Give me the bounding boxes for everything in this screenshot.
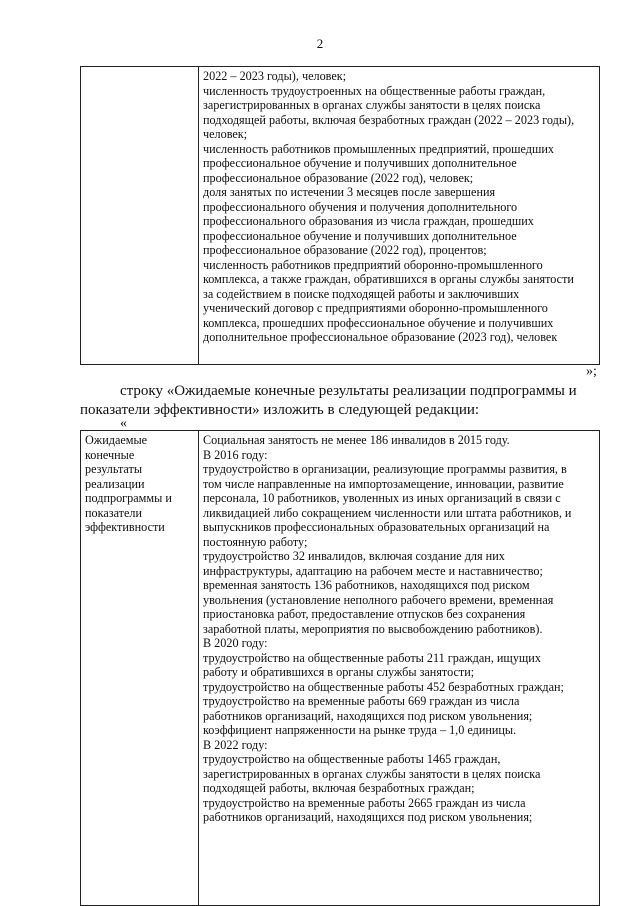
paragraph-line: строку «Ожидаемые конечные результаты реализации подпрограммы и xyxy=(120,383,577,399)
results-table-right-cell xyxy=(199,431,600,906)
text-line: персонала, 10 работников, уволенных из иных организаций в связи с xyxy=(203,491,561,505)
text-line: временная занятость 136 работников, находящихся под риском xyxy=(203,578,530,592)
text-line: профессиональное образование (2022 год), человек; xyxy=(203,170,474,185)
text-line: В 2016 году: xyxy=(203,447,268,462)
text-line: трудоустройство на общественные работы 1465 граждан, xyxy=(203,752,501,766)
closing-quote: »; xyxy=(586,364,597,379)
text-line: зарегистрированных в органах службы занятости в целях поиска xyxy=(203,766,541,781)
text-line: трудоустройство 32 инвалидов, включая создание для них xyxy=(203,549,505,563)
text-line: профессиональное обучение и получивших дополнительное xyxy=(203,228,517,243)
text-line: за содействием в поиске подходящей работы и заключивших xyxy=(203,286,520,301)
text-line: ликвидацией либо сокращением численности или штата работников, и xyxy=(203,505,572,520)
text-line: работу и обратившихся в органы службы занятости; xyxy=(203,665,475,679)
text-line: В 2022 году: xyxy=(203,737,268,752)
table-row xyxy=(81,67,600,365)
text-line: Социальная занятость не менее 186 инвалидов в 2015 году. xyxy=(203,433,510,447)
text-line: трудоустройство на временные работы 2665 граждан из числа xyxy=(203,795,526,810)
text-line: численность работников промышленных предприятий, прошедших xyxy=(203,141,554,156)
text-line: увольнения (установление неполного рабочего времени, временная xyxy=(203,592,554,607)
text-line: дополнительное профессиональное образование (2023 год), человек xyxy=(203,330,558,344)
text-line: человек; xyxy=(203,127,248,141)
row-heading-line: эффективности xyxy=(85,520,165,534)
text-line: заработной платы, мероприятия по высвобождению работников). xyxy=(203,621,543,636)
top-table-right-cell xyxy=(199,67,600,365)
text-line: зарегистрированных в органах службы занятости в целях поиска xyxy=(203,98,541,112)
text-line: численность работников предприятий оборонно-промышленного xyxy=(203,257,543,272)
amendment-paragraph xyxy=(80,382,600,420)
text-line: приостановка работ, предоставление отпусков без сохранения xyxy=(203,607,526,621)
text-line: доля занятых по истечении 3 месяцев после завершения xyxy=(203,185,496,199)
row-heading-line: Ожидаемые xyxy=(85,433,148,447)
text-line: постоянную работу; xyxy=(203,534,308,549)
text-line: трудоустройство на общественные работы 452 безработных граждан; xyxy=(203,679,564,694)
top-table-left-cell xyxy=(81,67,199,365)
row-heading-line: реализации xyxy=(85,476,145,491)
text-line: работников организаций, находящихся под риском увольнения; xyxy=(203,708,533,723)
text-line: 2022 – 2023 годы), человек; xyxy=(203,69,347,83)
text-line: профессионального обучения и получения дополнительного xyxy=(203,199,518,214)
text-line: профессиональное обучение и получивших дополнительное xyxy=(203,156,517,170)
row-heading-line: результаты xyxy=(85,462,143,476)
text-line: профессионального образования из числа граждан, прошедших xyxy=(203,214,534,228)
row-heading-line: показатели xyxy=(85,505,143,520)
text-line: В 2020 году: xyxy=(203,636,268,650)
text-line: ученический договор с предприятиями оборонно-промышленного xyxy=(203,301,548,315)
text-line: подходящей работы, включая безработных граждан (2022 – 2023 годы), xyxy=(203,112,575,127)
table-row xyxy=(81,431,600,906)
results-table xyxy=(80,430,600,906)
page-number: 2 xyxy=(316,36,324,51)
text-line: том числе направленные на импортозамещение, инновации, развитие xyxy=(203,476,564,491)
top-table-continuation xyxy=(80,66,600,365)
results-table-left-cell xyxy=(81,431,199,906)
text-line: коэффициент напряженности на рынке труда – 1,0 единицы. xyxy=(203,723,517,737)
text-line: подходящей работы, включая безработных граждан; xyxy=(203,781,475,795)
text-line: работников организаций, находящихся под риском увольнения; xyxy=(203,810,533,824)
row-heading-line: конечные xyxy=(85,447,135,462)
text-line: инфраструктуры, адаптацию на рабочем месте и наставничество; xyxy=(203,563,543,578)
text-line: трудоустройство на общественные работы 211 граждан, ищущих xyxy=(203,650,541,665)
opening-quote: « xyxy=(120,416,127,431)
paragraph-line: показатели эффективности» изложить в следующей редакции: xyxy=(80,402,480,418)
text-line: трудоустройство на временные работы 669 граждан из числа xyxy=(203,694,520,708)
text-line: трудоустройство в организации, реализующие программы развития, в xyxy=(203,462,567,476)
text-line: комплекса, а также граждан, обратившихся в органы службы занятости xyxy=(203,272,574,286)
text-line: комплекса, прошедших профессиональное обучение и получивших xyxy=(203,315,554,330)
row-heading-line: подпрограммы и xyxy=(85,491,172,505)
text-line: профессиональное образование (2022 год), процентов; xyxy=(203,243,487,257)
text-line: численность трудоустроенных на общественные работы граждан, xyxy=(203,83,546,98)
text-line: выпускников профессиональных образовательных организаций на xyxy=(203,520,550,534)
